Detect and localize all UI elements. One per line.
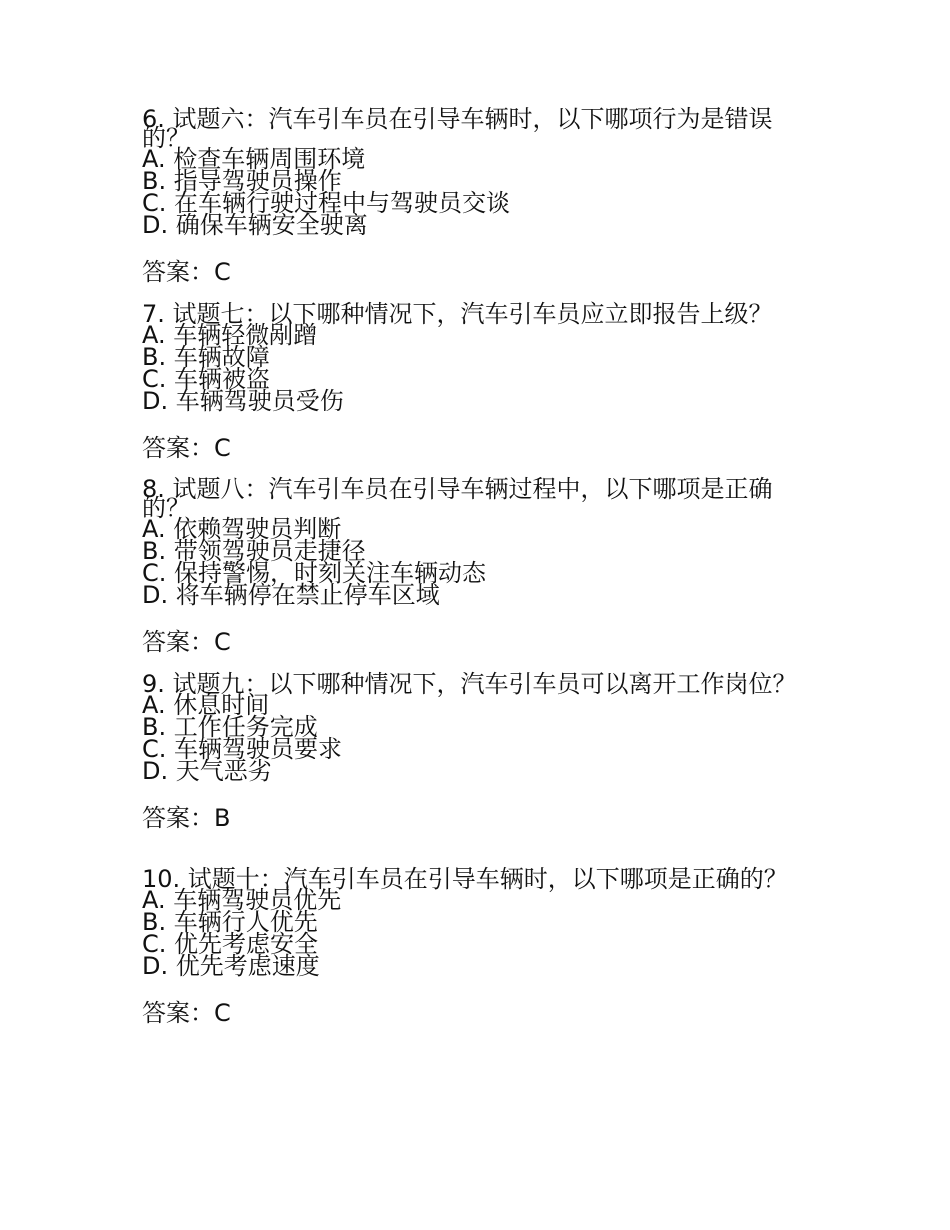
question-stem: 9. 试题九：以下哪种情况下，汽车引车员可以离开工作岗位？ <box>142 670 797 698</box>
option-b: B. 带领驾驶员走捷径 <box>142 537 366 565</box>
answer-text: 答案：B <box>142 804 231 832</box>
option-a: A. 车辆驾驶员优先 <box>142 886 342 914</box>
option-d: D. 天气恶劣 <box>142 757 272 785</box>
question-stem: 6. 试题六：汽车引车员在引导车辆时，以下哪项行为是错误的？ <box>142 105 773 152</box>
option-c: C. 优先考虑安全 <box>142 930 319 958</box>
option-c: C. 保持警惕，时刻关注车辆动态 <box>142 559 487 587</box>
answer-text: 答案：C <box>142 628 231 656</box>
option-a: A. 车辆轻微剐蹭 <box>142 321 318 349</box>
option-b: B. 车辆故障 <box>142 343 270 371</box>
option-c: C. 在车辆行驶过程中与驾驶员交谈 <box>142 189 511 217</box>
option-d: D. 车辆驾驶员受伤 <box>142 387 344 415</box>
option-b: B. 工作任务完成 <box>142 713 318 741</box>
question-7 <box>142 300 802 462</box>
question-6 <box>142 105 802 286</box>
option-b: B. 车辆行人优先 <box>142 908 318 936</box>
option-b: B. 指导驾驶员操作 <box>142 167 342 195</box>
answer-text: 答案：C <box>142 999 231 1027</box>
answer-text: 答案：C <box>142 258 231 286</box>
question-9 <box>142 670 802 832</box>
option-a: A. 检查车辆周围环境 <box>142 145 366 173</box>
question-stem: 7. 试题七：以下哪种情况下，汽车引车员应立即报告上级？ <box>142 300 773 328</box>
question-8 <box>142 475 802 656</box>
option-d: D. 将车辆停在禁止停车区域 <box>142 581 440 609</box>
question-10 <box>142 865 802 1027</box>
option-a: A. 依赖驾驶员判断 <box>142 515 342 543</box>
question-stem: 8. 试题八：汽车引车员在引导车辆过程中，以下哪项是正确的？ <box>142 475 773 522</box>
option-c: C. 车辆被盗 <box>142 365 271 393</box>
option-a: A. 休息时间 <box>142 691 270 719</box>
question-stem: 10. 试题十：汽车引车员在引导车辆时，以下哪项是正确的？ <box>142 865 788 893</box>
answer-text: 答案：C <box>142 434 231 462</box>
option-c: C. 车辆驾驶员要求 <box>142 735 343 763</box>
option-d: D. 优先考虑速度 <box>142 952 320 980</box>
option-d: D. 确保车辆安全驶离 <box>142 211 368 239</box>
